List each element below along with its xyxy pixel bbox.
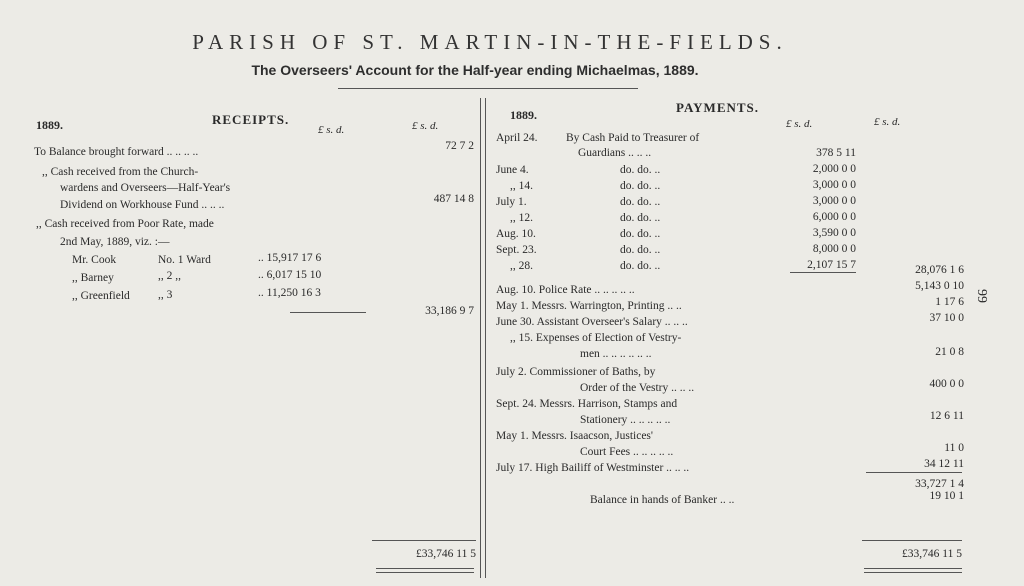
payments-subtotal: 33,727 1 4	[915, 478, 964, 490]
payments-grand-total: £33,746 11 5	[902, 548, 962, 560]
payments-double-rule	[864, 568, 962, 569]
payment-item-text: May 1. Messrs. Isaacson, Justices'	[496, 430, 653, 442]
receipt-row-text: Dividend on Workhouse Fund .. .. ..	[60, 199, 225, 211]
payments-heading: PAYMENTS.	[676, 100, 760, 115]
ward-number: ,, 2 ,,	[158, 270, 181, 282]
payments-double-rule	[864, 572, 962, 573]
payment-item-amount: 5,143 0 10	[915, 280, 964, 292]
ward-amount: .. 15,917 17 6	[258, 252, 322, 264]
payment-item-text: July 17. High Bailiff of Westminster .. .. ..	[496, 462, 690, 474]
ward-name: ,, Greenfield	[72, 290, 130, 302]
ward-name: ,, Barney	[72, 272, 114, 284]
receipts-heading: RECEIPTS.	[212, 112, 290, 127]
payment-item-text: Aug. 10. Police Rate .. .. .. .. ..	[496, 284, 635, 296]
ward-amount: .. 6,017 15 10	[258, 269, 322, 281]
payment-amount: 2,107 15 7	[807, 259, 856, 271]
receipt-row-text: ,, Cash received from Poor Rate, made	[36, 218, 214, 230]
payment-desc: do. do. ..	[620, 260, 661, 272]
treasurer-subtotal-rule	[790, 272, 856, 273]
payment-amount: 8,000 0 0	[812, 243, 856, 255]
payments-col-heads-a: £ s. d.	[786, 118, 813, 130]
payment-item-text: ,, 15. Expenses of Election of Vestry-	[510, 332, 682, 344]
treasurer-total: 28,076 1 6	[915, 264, 964, 276]
payment-desc: do. do. ..	[620, 196, 661, 208]
payment-amount: 3,000 0 0	[812, 195, 856, 207]
payment-date: ,, 12.	[510, 212, 533, 224]
ward-amount: .. 11,250 16 3	[258, 287, 321, 299]
balance-label: Balance in hands of Banker .. ..	[590, 494, 735, 506]
ward-number: No. 1 Ward	[158, 254, 211, 266]
payment-item-text: Sept. 24. Messrs. Harrison, Stamps and	[496, 398, 678, 410]
payment-item-amount: 21 0 8	[935, 346, 964, 358]
payment-item-text: May 1. Messrs. Warrington, Printing .. ..	[496, 300, 682, 312]
payment-date: June 4.	[496, 164, 529, 176]
payment-desc: do. do. ..	[620, 212, 661, 224]
payments-year: 1889.	[510, 108, 537, 122]
payment-date: Aug. 10.	[496, 228, 536, 240]
payment-amount: 6,000 0 0	[812, 211, 856, 223]
receipts-grand-total: £33,746 11 5	[416, 548, 476, 560]
payment-desc: By Cash Paid to Treasurer of	[566, 132, 700, 144]
page-subtitle: The Overseers' Account for the Half-year ending Michaelmas, 1889.	[251, 62, 699, 78]
ward-name: Mr. Cook	[72, 254, 117, 266]
payment-date: ,, 14.	[510, 180, 533, 192]
payment-date: ,, 28.	[510, 260, 533, 272]
receipts-double-rule	[376, 568, 474, 569]
payments-total-rule	[862, 540, 962, 541]
receipts-double-rule	[376, 572, 474, 573]
payment-item-text: Order of the Vestry .. .. ..	[580, 382, 695, 394]
balance-amount: 19 10 1	[929, 490, 964, 502]
payment-date: Sept. 23.	[496, 244, 537, 256]
ward-total: 33,186 9 7	[425, 305, 474, 317]
payment-item-amount: 37 10 0	[929, 312, 964, 324]
payment-item-text: men .. .. .. .. .. ..	[580, 348, 652, 360]
payment-item-text: June 30. Assistant Overseer's Salary .. .. ..	[496, 316, 688, 328]
receipt-row-text: wardens and Overseers—Half-Year's	[60, 182, 231, 194]
payment-item-amount: 34 12 11	[924, 458, 964, 470]
payment-item-text: Court Fees .. .. .. .. ..	[580, 446, 674, 458]
payment-item-text: July 2. Commissioner of Baths, by	[496, 366, 656, 378]
center-divider	[480, 98, 481, 578]
payment-desc: do. do. ..	[620, 180, 661, 192]
payment-date: July 1.	[496, 196, 527, 208]
payment-item-amount: 11 0	[944, 442, 964, 454]
payment-desc: do. do. ..	[620, 244, 661, 256]
payment-desc: do. do. ..	[620, 164, 661, 176]
payment-amount: 2,000 0 0	[812, 163, 856, 175]
title-underline	[338, 88, 638, 89]
payments-subtotal-rule	[866, 472, 962, 473]
payment-amount: 3,590 0 0	[812, 227, 856, 239]
payment-item-amount: 12 6 11	[929, 410, 964, 422]
receipt-row-text: To Balance brought forward .. .. .. ..	[34, 146, 199, 158]
payment-date: April 24.	[496, 132, 538, 144]
payment-item-text: Stationery .. .. .. .. ..	[580, 414, 671, 426]
ward-subtotal-rule	[290, 312, 366, 313]
payment-item-amount: 400 0 0	[929, 378, 964, 390]
page-title: PARISH OF ST. MARTIN-IN-THE-FIELDS.	[192, 30, 788, 54]
receipts-col-heads-b: £ s. d.	[412, 120, 439, 132]
payment-desc: Guardians .. .. ..	[578, 147, 652, 159]
ward-number: ,, 3	[158, 289, 173, 301]
receipts-year: 1889.	[36, 118, 63, 132]
receipt-row-amount: 72 7 2	[445, 140, 474, 152]
receipts-col-heads-a: £ s. d.	[318, 124, 345, 136]
payments-col-heads-b: £ s. d.	[874, 116, 901, 128]
center-divider-inner	[485, 98, 486, 578]
payment-amount: 3,000 0 0	[812, 179, 856, 191]
payment-desc: do. do. ..	[620, 228, 661, 240]
receipt-row-text: 2nd May, 1889, viz. :—	[60, 236, 170, 248]
payment-amount: 378 5 11	[816, 147, 856, 159]
receipt-row-amount: 487 14 8	[433, 193, 474, 205]
page-number: 99	[974, 289, 989, 303]
payment-item-amount: 1 17 6	[935, 296, 964, 308]
receipt-row-text: ,, Cash received from the Church-	[42, 166, 199, 178]
receipts-total-rule	[372, 540, 476, 541]
